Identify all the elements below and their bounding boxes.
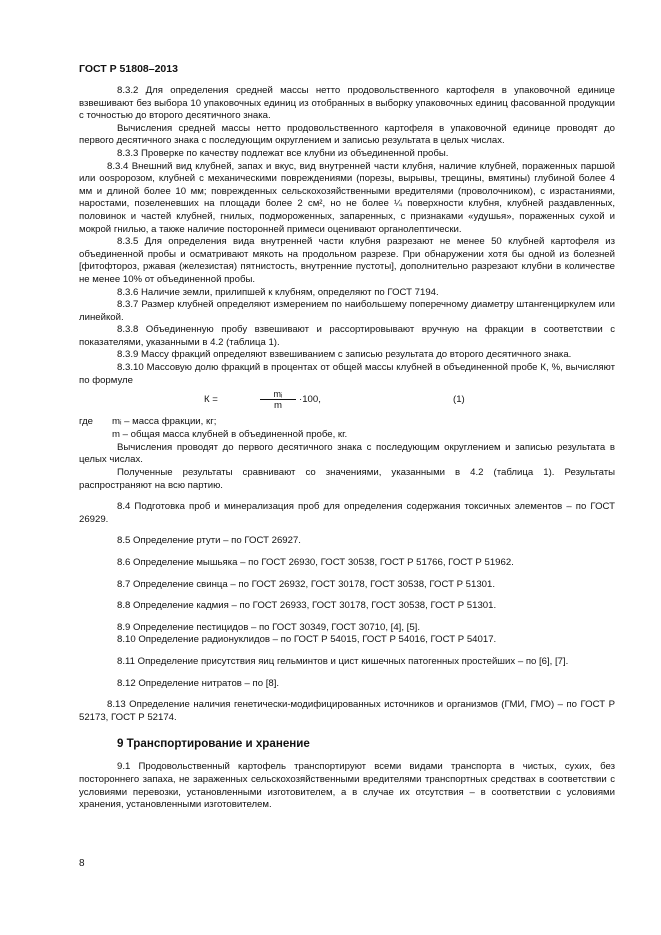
paragraph-8-13: 8.13 Определение наличия генетически-модифицированных источников и организмов (ГМИ, ГМО) – по ГОСТ Р 52173, ГОСТ Р 52174. (79, 699, 615, 723)
paragraph-8-8: 8.8 Определение кадмия – по ГОСТ 26933, ГОСТ 30178, ГОСТ 30538, ГОСТ Р 51301. (117, 600, 497, 612)
document-header: ГОСТ Р 51808–2013 (79, 63, 178, 75)
formula-multiplier: ·100, (299, 394, 321, 406)
formula-numerator: mᵢ (273, 389, 283, 400)
section-9-heading: 9 Транспортирование и хранение (117, 737, 310, 751)
formula-lhs: К = (204, 394, 218, 406)
definition-m: m – общая масса клубней в объединенной пробе, кг. (112, 429, 348, 441)
paragraph-8-3-8: 8.3.8 Объединенную пробу взвешивают и рассортировывают вручную на фракции в соответствии с показателями, указанными в 4.2 (таблица 1). (79, 324, 615, 348)
document-body (79, 85, 615, 812)
paragraph-calc-note: Вычисления проводят до первого десятичного знака с последующим округлением и записью результата в целых числах. (79, 441, 615, 466)
paragraph-compare: Полученные результаты сравнивают со значениями, указанными в 4.2 (таблица 1). Результаты распространяют на всю партию. (79, 467, 615, 491)
formula-1 (79, 388, 615, 416)
paragraph-8-3-2: 8.3.2 Для определения средней массы нетто продовольственного картофеля в упаковочной единице взвешивают без выбора 10 упаковочных единиц из отобранных в выборку упаковочных единиц фасованной продукции с точностью до второго десятичного знака. (79, 85, 615, 122)
paragraph-8-11: 8.11 Определение присутствия яиц гельминтов и цист кишечных патогенных простейших – по [6], [7]. (117, 655, 569, 667)
paragraph-8-3-9: 8.3.9 Массу фракций определяют взвешиванием с записью результата до второго десятичного знака. (117, 349, 572, 361)
paragraph-8-3-5: 8.3.5 Для определения вида внутренней части клубня разрезают не менее 50 клубней картофеля из объединенной пробы и осматривают мякоть на продольном разрезе. При обнаружении хотя бы одной из болезней [фитофтороз, ржавая (железистая) пятнистость, внутренние пустоты], дополнительно разрезают клубни в количестве не менее 10% от объединенной пробы. (79, 236, 615, 285)
definition-mi: mᵢ – масса фракции, кг; (112, 416, 217, 428)
page-number: 8 (79, 858, 85, 869)
paragraph-8-12: 8.12 Определение нитратов – по [8]. (117, 677, 280, 689)
formula-denominator: m (274, 400, 282, 412)
paragraph-8-9: 8.9 Определение пестицидов – по ГОСТ 30349, ГОСТ 30710, [4], [5]. (117, 621, 421, 633)
definition-where (79, 416, 615, 429)
paragraph-8-5: 8.5 Определение ртути – по ГОСТ 26927. (117, 535, 301, 547)
where-label: где (79, 416, 94, 428)
paragraph-9-1: 9.1 Продовольственный картофель транспортируют всеми видами транспорта в чистых, сухих, без постороннего запаха, не зараженных сельскохозяйственными вредителями транспортных средствах в соответствии с условиями перевозки, установленными изготовителем, а в случае их отсутствия – в соответствии с условиями хранения, установленными изготовителем. (79, 761, 615, 811)
paragraph-8-3-4: 8.3.4 Внешний вид клубней, запах и вкус, вид внутренней части клубня, наличие клубней, пораженных паршой или оospорозом, клубней с механическими повреждениями (порезы, вырывы, трещины, вмятины) глубиной более 4 мм и длиной более 10 мм; поврежденных сельскохозяйственными вредителями (проволочником), с израстаниями, наростами, позеленевших на площади более 2 см², но не более ¼ поверхности клубня, клубней раздавленных, половинок и частей клубней, гнилых, подмороженных, запаренных, с признаками «удушья», пораженных сухой и мокрой гнилью, а также наличие посторонней примеси оценивают органолептически. (79, 160, 615, 235)
paragraph-8-3-3: 8.3.3 Проверке по качеству подлежат все клубни из объединенной пробы. (117, 147, 449, 159)
paragraph-8-10: 8.10 Определение радионуклидов – по ГОСТ Р 54015, ГОСТ Р 54016, ГОСТ Р 54017. (117, 634, 497, 646)
equation-number: (1) (453, 394, 465, 406)
paragraph-8-6: 8.6 Определение мышьяка – по ГОСТ 26930, ГОСТ 30538, ГОСТ Р 51766, ГОСТ Р 51962. (117, 557, 514, 568)
paragraph-8-4: 8.4 Подготовка проб и минерализация проб для определения содержания токсичных элементов – по ГОСТ 26929. (79, 501, 615, 525)
paragraph-8-3-2-calc: Вычисления средней массы нетто продовольственного картофеля в упаковочной единице проводят до первого десятичного знака с последующим округлением и записью результата в целых числах. (79, 122, 615, 147)
paragraph-8-3-7: 8.3.7 Размер клубней определяют измерением по наибольшему поперечному диаметру штангенциркулем или линейкой. (79, 299, 615, 323)
paragraph-8-7: 8.7 Определение свинца – по ГОСТ 26932, ГОСТ 30178, ГОСТ 30538, ГОСТ Р 51301. (117, 578, 496, 590)
paragraph-8-3-6: 8.3.6 Наличие земли, прилипшей к клубням, определяют по ГОСТ 7194. (117, 286, 439, 298)
paragraph-8-3-10: 8.3.10 Массовую долю фракций в процентах от общей массы клубней в объединенной пробе К, %, вычисляют по формуле (79, 362, 615, 386)
